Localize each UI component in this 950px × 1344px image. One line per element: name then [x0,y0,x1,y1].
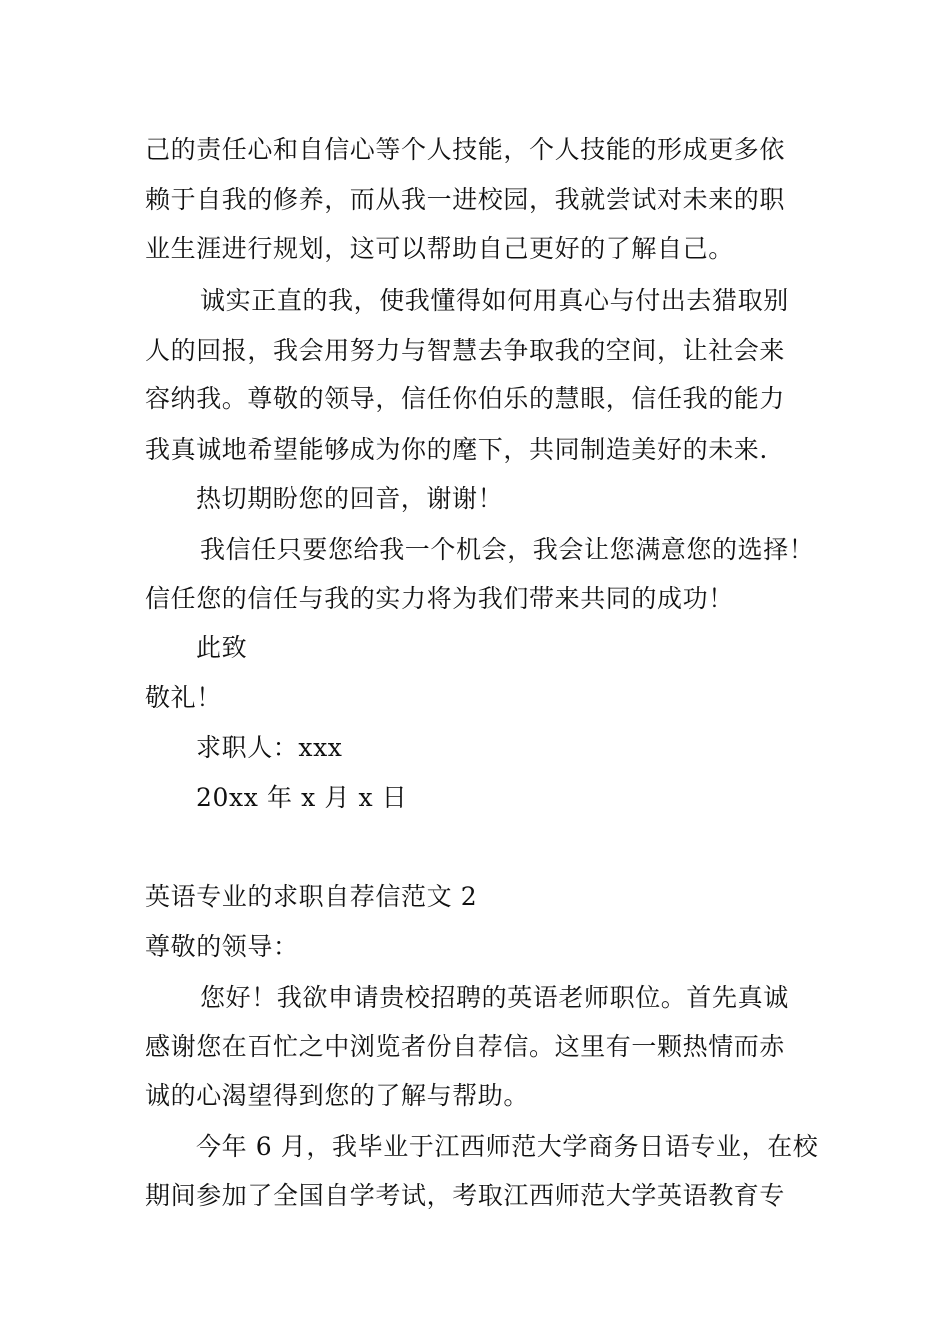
paragraph-line: 容纳我。尊敬的领导，信任你伯乐的慧眼，信任我的能力 [145,384,786,413]
closing-salutation: 此致 [196,633,248,662]
paragraph-line: 今年 6 月，我毕业于江西师范大学商务日语专业，在校 [196,1132,819,1161]
paragraph-line: 业生涯进行规划，这可以帮助自己更好的了解自己。 [145,234,734,263]
paragraph-line: 您好！我欲申请贵校招聘的英语老师职位。首先真诚 [200,983,789,1012]
section-title: 英语专业的求职自荐信范文 2 [145,882,478,911]
letter-date: 20xx 年 x 月 x 日 [196,783,408,812]
paragraph-line: 我真诚地希望能够成为你的麾下，共同制造美好的未来. [145,435,768,464]
paragraph-line: 人的回报，我会用努力与智慧去争取我的空间，让社会来 [145,336,786,365]
closing-regards: 敬礼！ [145,683,222,712]
paragraph-line: 诚的心渴望得到您的了解与帮助。 [145,1081,530,1110]
applicant-name: 求职人：xxx [196,733,343,762]
paragraph-line: 信任您的信任与我的实力将为我们带来共同的成功！ [145,584,734,613]
paragraph-line: 赖于自我的修养，而从我一进校园，我就尝试对未来的职 [145,185,786,214]
greeting: 尊敬的领导： [145,932,299,961]
paragraph-line: 我信任只要您给我一个机会，我会让您满意您的选择！ [200,535,815,564]
paragraph-line: 期间参加了全国自学考试，考取江西师范大学英语教育专 [145,1181,786,1210]
paragraph-line: 热切期盼您的回音，谢谢！ [196,484,504,513]
paragraph-line: 己的责任心和自信心等个人技能，个人技能的形成更多依 [145,135,786,164]
paragraph-line: 诚实正直的我，使我懂得如何用真心与付出去猎取别 [200,286,789,315]
paragraph-line: 感谢您在百忙之中浏览者份自荐信。这里有一颗热情而赤 [145,1032,786,1061]
